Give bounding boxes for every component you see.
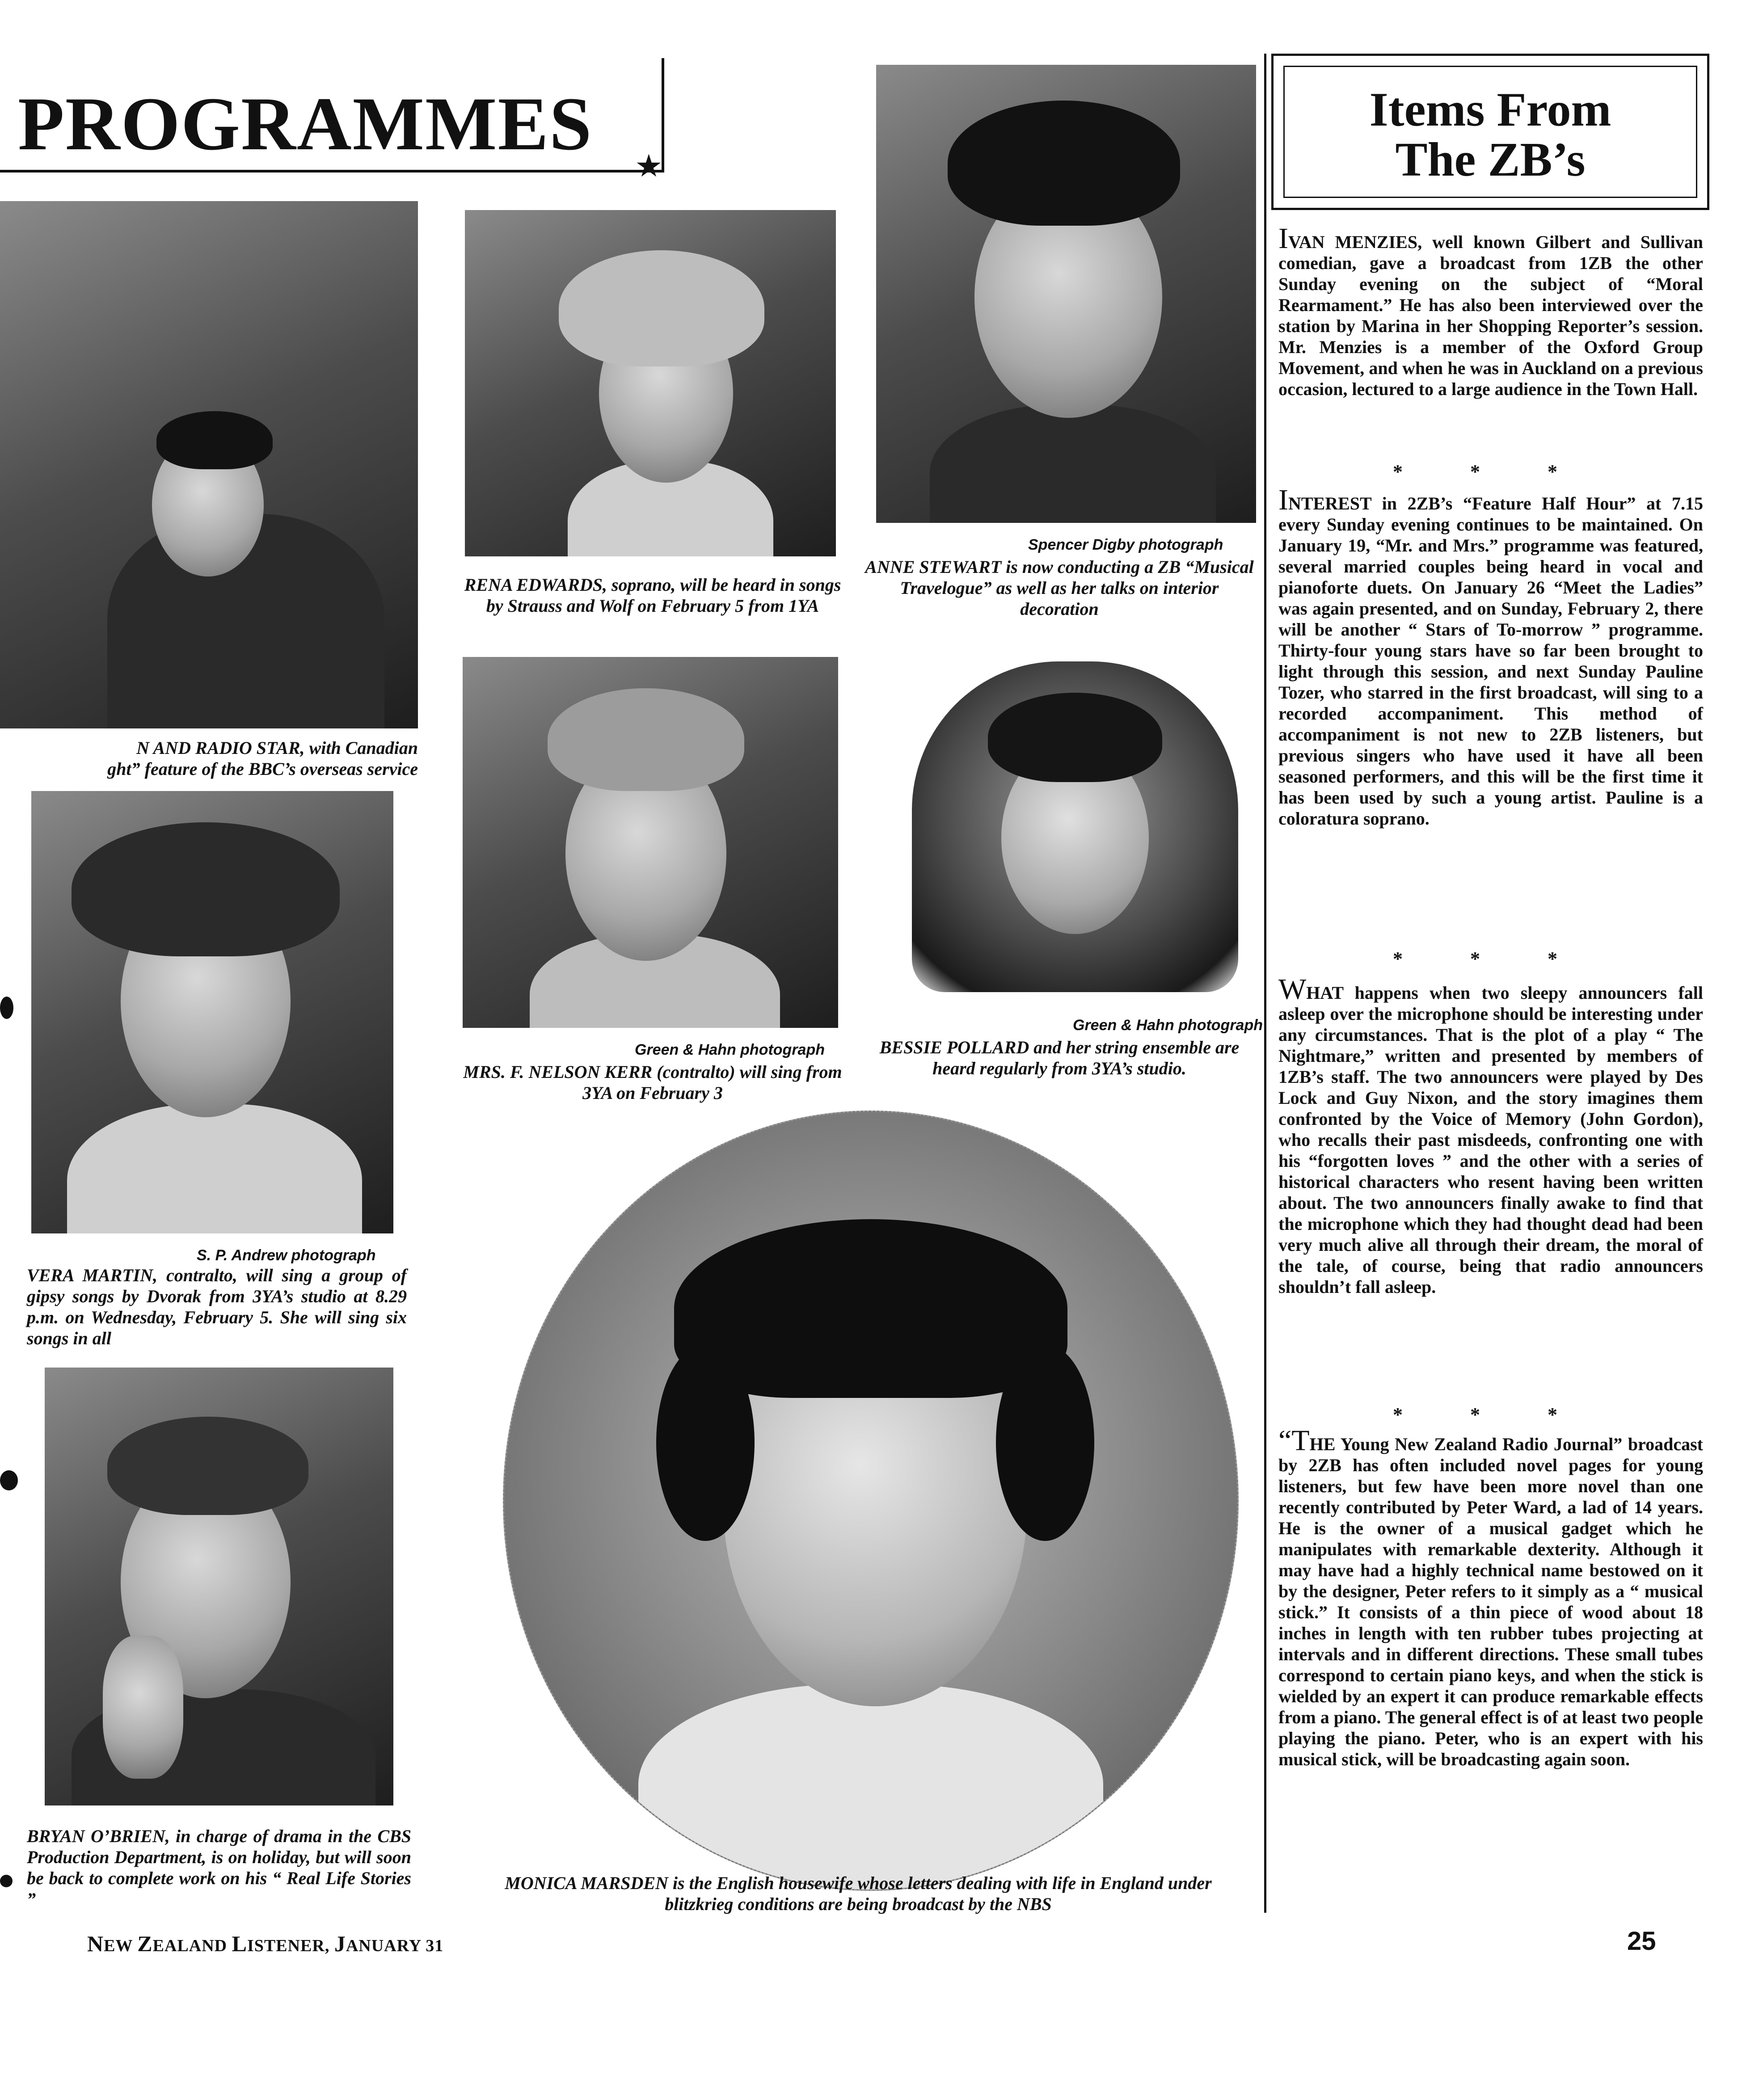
caption-nelson-kerr: MRS. F. NELSON KERR (contralto) will sing from 3YA on February 3 <box>463 1062 842 1103</box>
ink-blot <box>0 1875 13 1887</box>
caption-radio-star <box>0 737 418 779</box>
photo-vera-martin <box>31 791 393 1233</box>
caption-monica-marsden: MONICA MARSDEN is the English housewife whose letters dealing with life in England under blitzkrieg conditions are being broadcast by the NBS <box>505 1873 1212 1914</box>
drop-initial: “T <box>1278 1424 1310 1457</box>
hair-shape <box>107 1417 308 1515</box>
publication-footer <box>87 1931 443 1957</box>
caption-line: ght” feature of the BBC’s overseas service <box>107 759 418 779</box>
footer-part: Z <box>137 1931 153 1956</box>
footer-part: EW <box>104 1936 138 1955</box>
caption-rena-edwards: RENA EDWARDS, soprano, will be heard in songs by Strauss and Wolf on February 5 from 1YA <box>464 575 841 616</box>
news-item-nightmare <box>1278 973 1703 1297</box>
footer-part: ISTENER, <box>247 1936 334 1955</box>
news-item-text: HE Young New Zealand Radio Journal” broadcast by 2ZB has often included novel pages for young listeners, but few have been more novel than one recently contributed by Peter Ward, a lad of 14 years. He is the owner of a musical gadget which he manipulates with remarkable dexterity. Although it may have had a highly technical name bestowed on it by the designer, Peter refers to it simply as a “ musical stick.” It consists of a thin piece of wood about 18 inches in length with ten rubber tubes projecting at intervals and in different directions. These small tubes correspond to certain piano keys, and when the stick is wielded by an expert it can produce remarkable effects from a piano. The general effect is of at least two people playing the piano. Peter, who is an expert with his musical stick, will be broadcasting again soon. <box>1278 1434 1703 1769</box>
drop-initial: I <box>1278 222 1288 255</box>
hand-shape <box>103 1636 183 1779</box>
photo-credit: Spencer Digby photograph <box>1028 536 1223 553</box>
column-rule <box>1264 54 1266 1913</box>
caption-anne-stewart: ANNE STEWART is now conducting a ZB “Musical Travelogue” as well as her talks on interior decoration <box>865 557 1254 619</box>
separator: * * * <box>1393 1404 1589 1426</box>
caption-vera-martin: VERA MARTIN, contralto, will sing a group of gipsy songs by Dvorak from 3YA’s studio at 8.29 p.m. on Wednesday, February 5. She will sing six songs in all <box>27 1265 407 1348</box>
figure-shape <box>67 1104 362 1233</box>
separator: * * * <box>1393 948 1589 970</box>
photo-bryan-obrien <box>45 1368 393 1805</box>
footer-part: L <box>232 1931 247 1956</box>
hair-shape <box>948 101 1180 226</box>
footer-part: EALAND <box>152 1936 232 1955</box>
news-item-feature-half-hour <box>1278 484 1703 829</box>
photo-rena-edwards <box>465 210 836 556</box>
news-item-musical-stick <box>1278 1424 1703 1770</box>
ink-blot <box>0 1470 18 1490</box>
caption-bryan-obrien: BRYAN O’BRIEN, in charge of drama in the CBS Production Department, is on holiday, but will soon be back to complete work on his “ Real Life Stories ” <box>27 1826 411 1909</box>
hair-shape <box>72 822 340 956</box>
hair-shape <box>548 688 744 791</box>
news-item-text: HAT happens when two sleepy announcers fall asleep over the microphone should be interesting under any circumstances. That is the plot of a play “ The Nightmare,” written and presented by members of 1ZB’s staff. The two announcers were played by Des Lock and Guy Nixon, and the story imagines them confronted by the Voice of Memory (John Gordon), who recalls their past misdeeds, confronting one with his “forgotten loves ” and the other with a series of historical characters who resent having been written about. The two announcers finally awake to find that the microphone which they had thought dead had been very much alive all through their dream, the moral of the tale, of course, being that radio announcers shouldn’t fall asleep. <box>1278 983 1703 1297</box>
hair-shape <box>156 411 273 469</box>
photo-anne-stewart <box>876 65 1256 523</box>
photo-radio-star <box>0 201 418 728</box>
star-icon: ★ <box>635 149 663 184</box>
drop-initial: W <box>1278 973 1307 1006</box>
page-number: 25 <box>1627 1927 1656 1956</box>
caption-bessie-pollard: BESSIE POLLARD and her string ensemble are heard regularly from 3YA’s studio. <box>879 1037 1240 1078</box>
hair-shape <box>656 1344 755 1541</box>
hair-shape <box>996 1344 1094 1541</box>
figure-shape <box>638 1684 1103 1891</box>
news-item-menzies <box>1278 222 1703 400</box>
section-title-line: Items From <box>1369 83 1611 136</box>
ink-blot <box>0 997 13 1019</box>
caption-line: N AND RADIO STAR, with Canadian <box>136 738 418 758</box>
photo-credit: S. P. Andrew photograph <box>197 1247 376 1264</box>
photo-monica-marsden <box>503 1111 1239 1891</box>
section-title <box>1283 66 1697 198</box>
footer-part: J <box>334 1931 346 1956</box>
photo-credit: Green & Hahn photograph <box>1073 1017 1263 1034</box>
photo-credit: Green & Hahn photograph <box>635 1041 825 1058</box>
footer-part: ANUARY 31 <box>346 1936 444 1955</box>
hair-shape <box>559 250 764 366</box>
photo-nelson-kerr <box>463 657 838 1028</box>
section-title-line: The ZB’s <box>1395 133 1586 186</box>
footer-part: N <box>87 1931 104 1956</box>
news-item-text: NTEREST in 2ZB’s “Feature Half Hour” at 7.15 every Sunday evening continues to be maintained. On January 19, “Mr. and Mrs.” programme was featured, several married couples being heard in vocal and pianoforte duets. On January 26 “Meet the Ladies” was again presented, and on Sunday, February 2, there will be another “ Stars of To-morrow ” programme. Thirty-four young stars have so far been brought to light through this session, and next Sunday Pauline Tozer, who starred in the first broadcast, will sing to a recorded accompaniment. This method of accompaniment is not new to 2ZB listeners, but previous singers who have used it have all been seasoned performers, and this will be the first time it has been used by such a young artist. Pauline is a coloratura soprano. <box>1278 493 1703 829</box>
photo-bessie-pollard <box>912 661 1238 992</box>
hair-shape <box>988 693 1162 782</box>
section-title-box <box>1271 54 1709 210</box>
drop-initial: I <box>1278 484 1288 516</box>
news-item-text: VAN MENZIES, well known Gilbert and Sullivan comedian, gave a broadcast from 1ZB the other Sunday evening on the subject of “Moral Rearmament.” He has also been interviewed over the station by Marina in her Shopping Reporter’s session. Mr. Menzies is a member of the Oxford Group Movement, and when he was in Auckland on a previous occasion, lectured to a large audience in the Town Hall. <box>1278 232 1703 399</box>
separator: * * * <box>1393 461 1589 483</box>
page-title: PROGRAMMES <box>18 82 593 166</box>
figure-shape <box>930 404 1216 523</box>
